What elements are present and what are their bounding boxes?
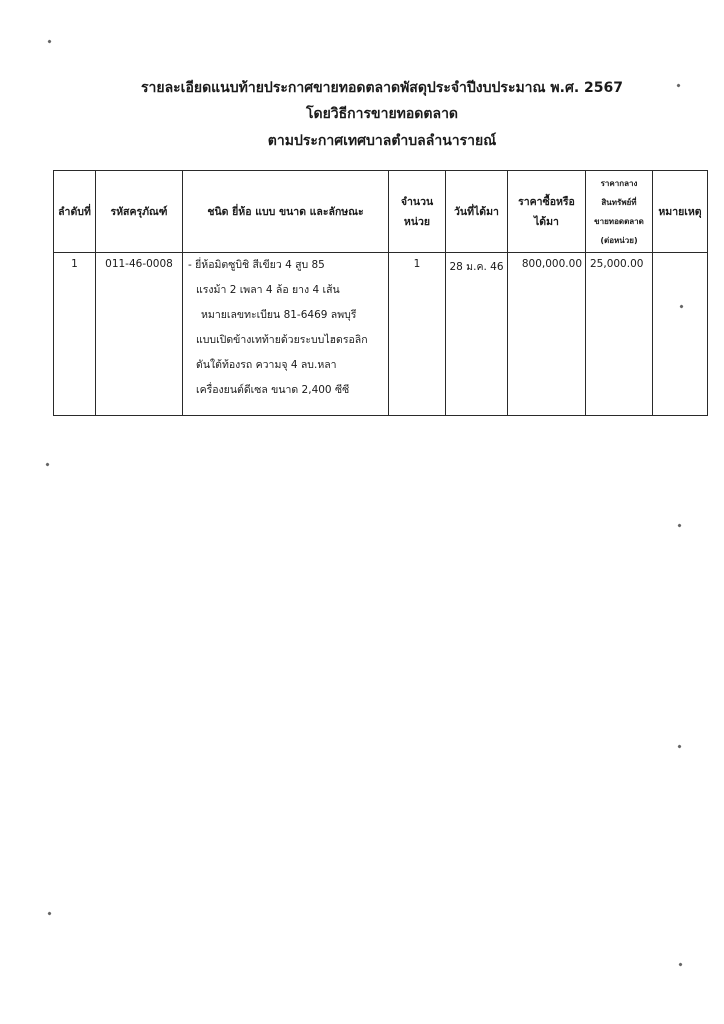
header-mid-line1: ราคากลาง [600,178,638,188]
desc-line: เครื่องยนต์ดีเซล ขนาด 2,400 ซีซี [196,384,350,396]
header-qty-line1: จำนวน [400,195,434,208]
desc-line: ดันใต้ท้องรถ ความจุ 4 ลบ.หลา [196,359,337,371]
table-header-row [54,171,708,253]
cell-seq: 1 [54,253,96,416]
cell-qty: 1 [389,253,446,416]
header-qty [389,171,446,253]
desc-line: หมายเลขทะเบียน 81-6469 ลพบุรี [201,309,357,321]
cell-desc [183,253,389,416]
scan-speck [45,462,49,466]
scan-speck [678,962,682,966]
header-mid-line2: สินทรัพย์ที่ [601,197,637,207]
cell-code: 011-46-0008 [96,253,183,416]
header-seq: ลำดับที่ [54,171,96,253]
header-price-line1: ราคาซื้อหรือ [518,195,575,208]
scan-speck [47,911,51,915]
cell-mid-price: 25,000.00 [586,253,653,416]
document-subtitle-announcement: ตามประกาศเทศบาลตำบลลำนารายณ์ [267,133,497,149]
header-qty-line2: หน่วย [403,215,431,228]
header-price [508,171,586,253]
header-note: หมายเหตุ [653,171,708,253]
desc-line: แบบเปิดข้างเทท้ายด้วยระบบไฮดรอลิก [196,334,368,346]
table-row [54,253,708,416]
cell-price: 800,000.00 [508,253,586,416]
header-code: รหัสครุภัณฑ์ [96,171,183,253]
scan-speck [677,744,681,748]
desc-line: - ยี่ห้อมิตซูบิชิ สีเขียว 4 สูบ 85 [188,259,325,271]
desc-line: แรงม้า 2 เพลา 4 ล้อ ยาง 4 เส้น [196,284,340,296]
header-mid-line3: ขายทอดตลาด [594,216,644,226]
cell-date: 28 ม.ค. 46 [446,253,508,416]
header-price-line2: ได้มา [534,215,559,228]
document-title: รายละเอียดแนบท้ายประกาศขายทอดตลาดพัสดุประจำปีงบประมาณ พ.ศ. 2567 [140,80,623,96]
document-subtitle-method: โดยวิธีการขายทอดตลาด [305,106,459,122]
cell-note [653,253,708,416]
scan-speck [677,523,681,527]
header-date: วันที่ได้มา [446,171,508,253]
header-mid-line4: (ต่อหน่วย) [600,235,638,245]
header-desc: ชนิด ยี่ห้อ แบบ ขนาด และลักษณะ [183,171,389,253]
asset-table [53,170,708,416]
scan-speck [47,39,51,43]
header-mid-price [586,171,653,253]
